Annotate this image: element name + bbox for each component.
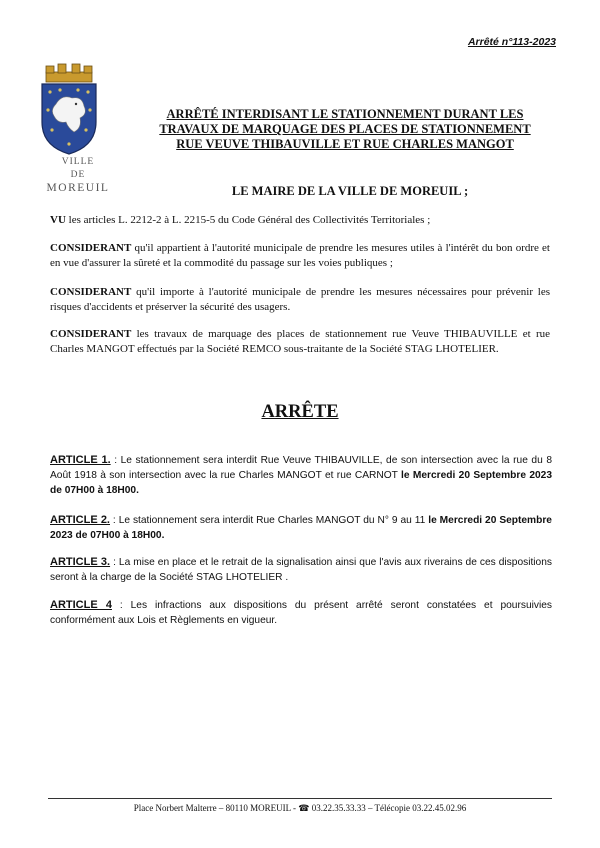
- coat-of-arms-icon: [38, 62, 100, 158]
- title-line-1: ARRÊTÉ INTERDISANT LE STATIONNEMENT DURANT LES: [166, 107, 524, 121]
- article-date: le Mercredi 20 Septembre 2023 de 07H00 à 18H00.: [50, 515, 552, 541]
- vu-text: les articles L. 2212-2 à L. 2215-5 du Code Général des Collectivités Territoriales ;: [65, 214, 431, 226]
- vu-paragraph: [50, 213, 550, 228]
- considerant-text: qu'il importe à l'autorité municipale de prendre les mesures nécessaires pour prévenir les risques d'accidents et préserver la sécurité des usagers.: [50, 286, 550, 313]
- considerant-text: les travaux de marquage des places de stationnement rue Veuve THIBAUVILLE et rue Charles MANGOT effectués par la Société REMCO sous-traitante de la Société STAG LHOTELIER.: [50, 328, 550, 355]
- decree-reference: Arrêté n°113-2023: [467, 36, 556, 48]
- title-line-3: RUE VEUVE THIBAUVILLE ET RUE CHARLES MANGOT: [176, 137, 514, 151]
- logo-text: [40, 156, 116, 195]
- considerant-3: [50, 327, 550, 357]
- article-label: ARTICLE 1.: [50, 454, 111, 466]
- article-label: ARTICLE 2.: [50, 514, 110, 526]
- considerant-1: [50, 241, 550, 271]
- article-1: [50, 453, 552, 498]
- considerant-lead: CONSIDERANT: [50, 286, 132, 298]
- article-date: le Mercredi 20 Septembre 2023 de 07H00 à 18H00.: [50, 470, 552, 496]
- article-text: : Le stationnement sera interdit Rue Veuve THIBAUVILLE, de son intersection avec la rue du 8 Août 1918 à son intersection avec la rue Charles MANGOT et rue CARNOT: [50, 455, 552, 481]
- article-text: : Le stationnement sera interdit Rue Charles MANGOT du N° 9 au 11: [110, 515, 429, 526]
- considerant-2: [50, 285, 550, 315]
- article-text: : La mise en place et le retrait de la signalisation ainsi que l'avis aux riverains de ces dispositions seront à la charge de la Société STAG LHOTELIER .: [50, 557, 552, 583]
- footer-divider: [48, 798, 552, 799]
- footer-address: Place Norbert Malterre – 80110 MOREUIL -: [133, 803, 299, 813]
- article-3: [50, 555, 552, 585]
- footer-phone: 03.22.35.33.33 – Télécopie 03.22.45.02.96: [309, 803, 467, 813]
- title-line-2: TRAVAUX DE MARQUAGE DES PLACES DE STATIONNEMENT: [159, 122, 531, 136]
- article-label: ARTICLE 4: [50, 599, 112, 611]
- article-4: [50, 598, 552, 628]
- vu-lead: VU: [50, 214, 66, 226]
- article-2: [50, 513, 552, 543]
- arrete-heading: ARRÊTE: [261, 402, 339, 422]
- logo-line-moreuil: MOREUIL: [46, 182, 110, 194]
- considerant-lead: CONSIDERANT: [50, 328, 132, 340]
- footer-contact: [0, 803, 600, 814]
- considerant-lead: CONSIDERANT: [50, 242, 132, 254]
- decree-title: [130, 107, 560, 152]
- considerant-text: qu'il appartient à l'autorité municipale de prendre les mesures utiles à l'intérêt du bon ordre et en vue d'assurer la sûreté et la commodité du passage sur les voies publiques ;: [50, 242, 550, 269]
- logo-line-de: DE: [70, 170, 86, 180]
- phone-icon: ☎: [298, 803, 310, 813]
- logo-line-ville: VILLE: [61, 157, 95, 167]
- article-label: ARTICLE 3.: [50, 556, 111, 568]
- mayor-heading: LE MAIRE DE LA VILLE DE MOREUIL ;: [231, 184, 469, 198]
- article-text: : Les infractions aux dispositions du présent arrêté seront constatées et poursuivies conformément aux Lois et Règlements en vigueur.: [50, 600, 553, 626]
